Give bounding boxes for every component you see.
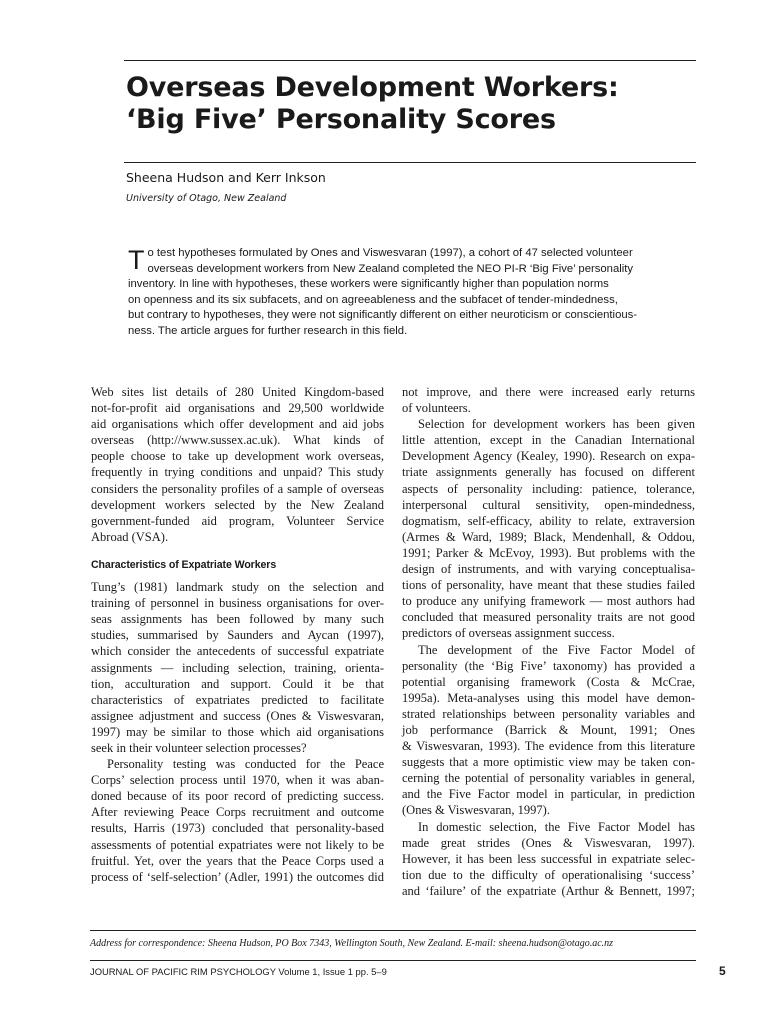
body-line: 1997) may be similar to those which aid organisations (91, 724, 384, 739)
body-line: and the Five Factor model in particular, in prediction (402, 787, 695, 802)
body-line: characteristics of expatriates predicted to facilitate (91, 692, 384, 707)
body-line: which consider the antecedents of successful expatriate (91, 644, 384, 659)
body-paragraph (91, 756, 384, 885)
body-line: predictors of overseas assignment success. (402, 626, 615, 641)
abstract-line: inventory. In line with hypotheses, these workers were significantly higher than population norms (128, 278, 609, 290)
author-names: Sheena Hudson and Kerr Inkson (126, 170, 326, 185)
body-line: Development Agency (Kealey, 1990). Research on expa- (402, 449, 695, 464)
body-line: fruitful. Yet, over the years that the Peace Corps used a (91, 853, 384, 868)
footnote-rule (90, 930, 696, 931)
body-line: tions of personality, have meant that these studies failed (402, 578, 695, 593)
body-line: Personality testing was conducted for the Peace (107, 757, 384, 772)
author-rule (124, 162, 696, 163)
body-line: not-for-profit aid organisations and 29,500 worldwide (91, 401, 384, 416)
body-line: tion, acculturation and support. Could it be that (91, 676, 384, 691)
title-line-2: ‘Big Five’ Personality Scores (126, 104, 556, 135)
body-paragraph (402, 384, 695, 416)
body-line: triate assignments generally has focused on different (402, 465, 695, 480)
body-line: suggests that a more optimistic view may be taken con- (402, 755, 695, 770)
abstract (128, 246, 668, 339)
abstract-line: ness. The article argues for further research in this field. (128, 324, 408, 337)
body-line: assignments — including selection, training, orienta- (91, 660, 384, 675)
body-line: seas assignments has been followed by many such (91, 612, 384, 627)
body-line: concluded that measured personality traits are not good (402, 610, 695, 625)
body-line: strated relationships between personality variables and (402, 706, 695, 721)
body-line: development workers selected by the New Zealand (91, 497, 384, 512)
body-line: seek in their volunteer selection processes? (91, 740, 307, 755)
body-line: Corps’ selection process until 1970, when it was aban- (91, 773, 384, 788)
body-line: In domestic selection, the Five Factor Model has (418, 819, 695, 834)
body-line: design of instruments, and with varying conceptualisa- (402, 562, 695, 577)
body-line: people choose to take up development work overseas, (91, 449, 384, 464)
body-line: government-funded aid program, Volunteer Service (91, 513, 384, 528)
body-line: considers the personality profiles of a sample of overseas (91, 481, 384, 496)
body-line: made great strides (Ones & Viswesvaran, 1997). (402, 835, 695, 850)
body-line: Web sites list details of 280 United Kingdom-based (91, 385, 384, 399)
intro-paragraph (91, 384, 384, 545)
body-line: 1995a). Meta-analyses using this model have demon- (402, 690, 695, 705)
top-rule (124, 60, 696, 61)
abstract-line: o test hypotheses formulated by Ones and Viswesvaran (1997), a cohort of 47 selected volunteer (147, 247, 633, 259)
title-line-1: Overseas Development Workers: (126, 72, 619, 103)
body-line: little attention, except in the Canadian International (402, 433, 695, 448)
body-line: of volunteers. (402, 401, 471, 416)
body-paragraph (402, 819, 695, 899)
body-line: (Armes & Ward, 1989; Black, Mendenhall, & Oddou, (402, 529, 695, 544)
body-line: Selection for development workers has been given (418, 417, 695, 432)
body-line: job performance (Barrick & Mount, 1991; Ones (402, 722, 695, 737)
body-line: studies, summarised by Saunders and Aycan (1997), (91, 628, 384, 643)
body-line: and ‘failure’ of the expatriate (Arthur & Bennett, 1997; (402, 883, 695, 898)
body-line: The development of the Five Factor Model of (418, 642, 695, 657)
body-line: assessments of potential expatriates were not likely to be (91, 837, 384, 852)
abstract-dropcap: T (128, 245, 145, 275)
body-line: interpersonal cultural sensitivity, open-mindedness, (402, 497, 695, 512)
section-heading: Characteristics of Expatriate Workers (91, 558, 277, 571)
body-line: to produce any unifying framework — most authors had (402, 594, 695, 609)
body-paragraph (402, 642, 695, 819)
body-line: Abroad (VSA). (91, 529, 169, 544)
abstract-line: on openness and its six subfacets, and on agreeableness and the subfacet of tender-mindedness, (128, 293, 618, 306)
body-line: process of ‘self-selection’ (Adler, 1991) the outcomes did (91, 869, 384, 884)
body-line: overseas (http://www.sussex.ac.uk). What kinds of (91, 433, 384, 448)
body-line: dogmatism, self-efficacy, ability to relate, extraversion (402, 513, 695, 528)
body-line: Tung’s (1981) landmark study on the selection and (91, 580, 384, 595)
body-line: aid organisations which offer development and aid jobs (91, 417, 384, 432)
abstract-line: but contrary to hypotheses, they were not significantly different on either neuroticism or conscientious- (128, 309, 638, 321)
body-line: After reviewing Peace Corps recruitment and outcome (91, 805, 384, 820)
body-line: assignee adjustment and success (Ones & Viswesvaran, (91, 708, 384, 723)
body-line: frequently in trying conditions and unpaid? This study (91, 465, 384, 480)
correspondence-footnote: Address for correspondence: Sheena Hudson, PO Box 7343, Wellington South, New Zealand. E-mail: sheena.hudson@otago.ac.nz (90, 938, 614, 949)
body-line: tion due to the difficulty of operationalising ‘success’ (402, 867, 695, 882)
body-line: However, it has been less successful in expatriate selec- (402, 851, 695, 866)
body-line: training of personnel in business organisations for over- (91, 596, 384, 611)
body-paragraph (91, 579, 384, 756)
footer-rule (90, 960, 696, 961)
body-line: results, Harris (1973) concluded that personality-based (91, 821, 384, 836)
journal-citation: JOURNAL OF PACIFIC RIM PSYCHOLOGY Volume 1, Issue 1 pp. 5–9 (90, 966, 387, 977)
body-line: not improve, and there were increased early returns (402, 385, 695, 399)
body-line: cerning the potential of personality variables in general, (402, 771, 695, 786)
body-line: aspects of personality including: patience, tolerance, (402, 481, 695, 496)
article-title (126, 72, 696, 136)
body-line: doned because of its poor record of predicting success. (91, 789, 384, 804)
abstract-line: overseas development workers from New Zealand completed the NEO PI-R ‘Big Five’ personality (147, 262, 634, 275)
author-affiliation: University of Otago, New Zealand (126, 193, 287, 204)
body-line: potential organising framework (Costa & McCrae, (402, 674, 695, 689)
right-column (402, 384, 695, 899)
page-number: 5 (719, 964, 726, 978)
body-line: & Viswesvaran, 1993). The evidence from this literature (402, 739, 695, 754)
body-line: 1991; Parker & McEvoy, 1993). But problems with the (402, 545, 695, 560)
body-line: personality (the ‘Big Five’ taxonomy) has provided a (402, 658, 695, 673)
body-line: (Ones & Viswesvaran, 1997). (402, 803, 550, 818)
body-paragraph (402, 416, 695, 641)
left-column (91, 384, 384, 885)
